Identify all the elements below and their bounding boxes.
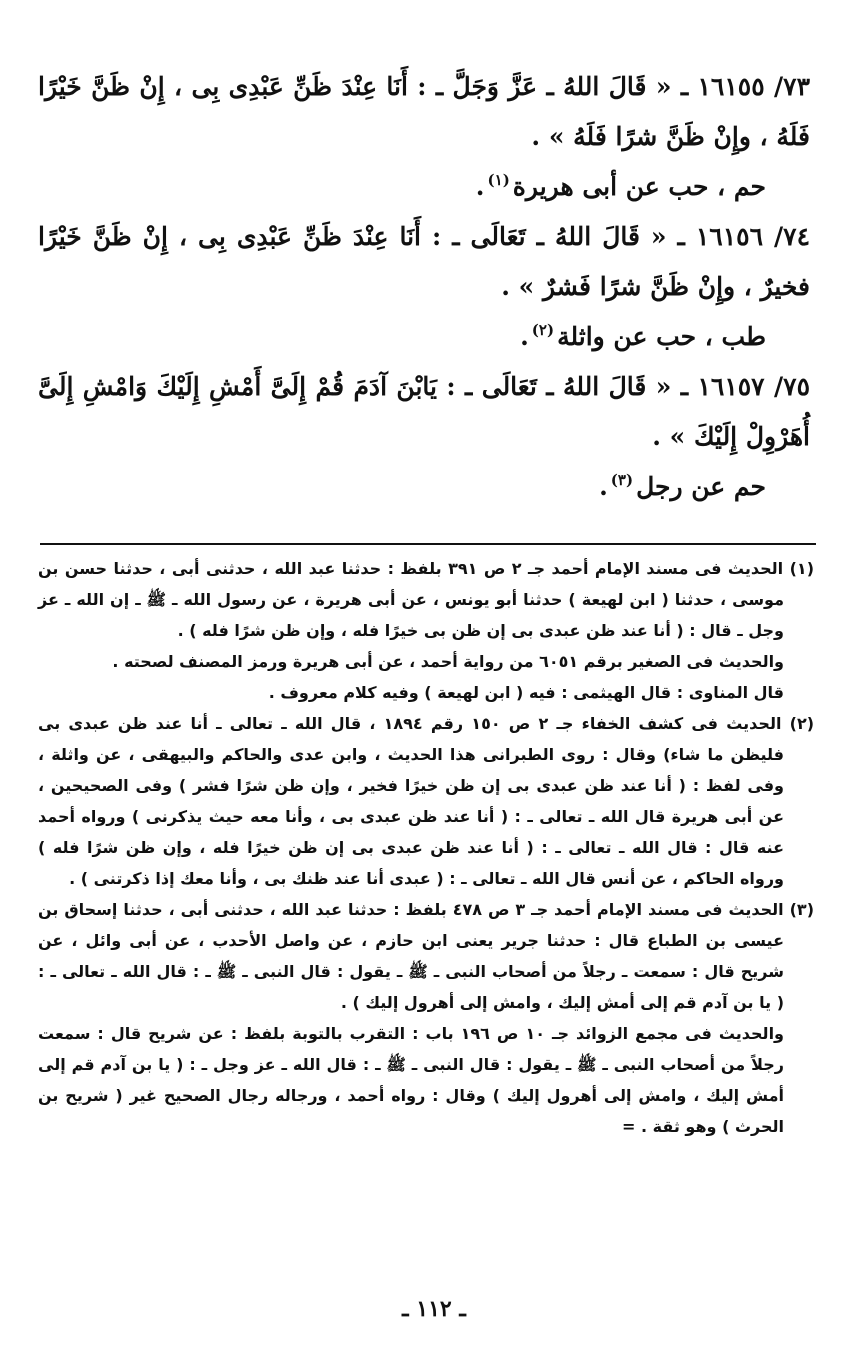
footnote-1-continuation: والحديث فى الصغير برقم ٦٠٥١ من رواية أحمد ، عن أبى هريرة ورمز المصنف لصحته . [112,652,784,671]
footnote-ref-3: (٣) [610,471,634,489]
hadith-73: ٧٣/ ١٦١٥٥ ـ « قَالَ اللهُ ـ عَزَّ وَجَلَّ ـ : أَنَا عِنْدَ ظَنِّ عَبْدِى بِى ، إِنْ ظَنَّ خَيْرًا فَلَهُ ، وإِنْ ظَنَّ شرًا فَلَهُ » . [38,72,810,151]
footnote-divider [40,543,816,545]
page-number: ـ ١١٢ ـ [402,1296,466,1322]
source-text: طب ، حب عن واثلة [557,322,766,351]
source-text: حم ، حب عن أبى هريرة [512,172,766,201]
footnote-2: (٢) الحديث فى كشف الخفاء جـ ٢ ص ١٥٠ رقم ١٨٩٤ ، قال الله ـ تعالى ـ أنا عند ظن عبدى بى فليظن ما شاء) وقال : روى الطبرانى هذا الحديث ، وابن عدى والحاكم والبيهقى ، عن واثلة ، وفى لفظ : ( أنا عند ظن عبدى بى إن ظن خيرًا فخير ، وإن ظن شرًا فشر ) وفى الصحيحين ، عن أبى هريرة قال الله ـ تعالى ـ : ( أنا عند ظن عبدى بى ، وأنا معه حيث يذكرنى ) ورواه أحمد عنه قال : قال الله ـ تعالى ـ : ( أنا عند ظن عبدى بى إن ظن خيرًا فله ، وإن ظن شرًا فله ) ورواه الحاكم ، عن أنس قال الله ـ تعالى ـ : ( عبدى أنا عند ظنك بى ، وأنا معك إذا ذكرتنى ) . [38,714,815,888]
footnote-1: (١) الحديث فى مسند الإمام أحمد جـ ٢ ص ٣٩١ بلفظ : حدثنا عبد الله ، حدثنى أبى ، حدثنا حسن بن موسى ، حدثنا ( ابن لهيعة ) حدثنا أبو يونس ، عن أبى هريرة ، عن رسول الله ـ ﷺ ـ إن الله ـ عز وجل ـ قال : ( أنا عند ظن عبدى بى إن ظن بى خيرًا فله ، وإن ظن شرًا فله ) . [38,559,814,640]
footnote-1-continuation: قال المناوى : قال الهيثمى : فيه ( ابن لهيعة ) وفيه كلام معروف . [268,683,784,702]
footnote-3-continuation: والحديث فى مجمع الزوائد جـ ١٠ ص ١٩٦ باب : التقرب بالتوبة بلفظ : عن شريح قال : سمعت رجلاً من أصحاب النبى ـ ﷺ ـ يقول : قال النبى ـ ﷺ ـ : قال الله ـ عز وجل ـ : ( يا بن آدم قم إلى أمش إليك ، وامش إلى أهرول إليك ) وقال : رواه أحمد ، ورجاله رجال الصحيح غير ( شريح بن الحرث ) وهو ثقة . = [38,1024,784,1136]
hadith-73-source: حم ، حب عن أبى هريرة$^{(١)}$. [475,171,766,201]
main-text [38,62,810,512]
footnote-3: (٣) الحديث فى مسند الإمام أحمد جـ ٣ ص ٤٧٨ بلفظ : حدثنا عبد الله ، حدثنى أبى ، حدثنا إسحاق بن عيسى بن الطباع قال : حدثنا جرير يعنى ابن حازم ، عن واصل الأحدب ، عن أبى وائل ، عن شريح قال : سمعت ـ رجلاً من أصحاب النبى ـ ﷺ ـ يقول : قال النبى ـ ﷺ ـ : قال الله ـ تعالى ـ : ( يا بن آدم قم إلى أمش إليك ، وامش إلى أهرول إليك ) . [38,900,814,1012]
hadith-74-source: طب ، حب عن واثلة$^{(٢)}$. [520,321,766,351]
footnote-ref-2: (٢) [531,321,555,339]
footnote-ref-1: (١) [487,171,510,189]
hadith-75: ٧٥/ ١٦١٥٧ ـ « قَالَ اللهُ ـ تَعَالَى ـ : يَابْنَ آدَمَ قُمْ إِلَىَّ أَمْشِ إِلَيْكَ وَامْشِ إِلَىَّ أُهَرْوِلْ إِلَيْكَ » . [38,372,810,451]
hadith-74: ٧٤/ ١٦١٥٦ ـ « قَالَ اللهُ ـ تَعَالَى ـ : أَنَا عِنْدَ ظَنِّ عَبْدِى بِى ، إِنْ ظَنَّ خَيْرًا فخيرٌ ، وإِنْ ظَنَّ شرًا فَشرٌ » . [38,222,811,301]
source-text: حم عن رجل [636,472,766,501]
footnotes [38,553,814,1142]
hadith-75-source: حم عن رجل$^{(٣)}$. [599,471,766,501]
